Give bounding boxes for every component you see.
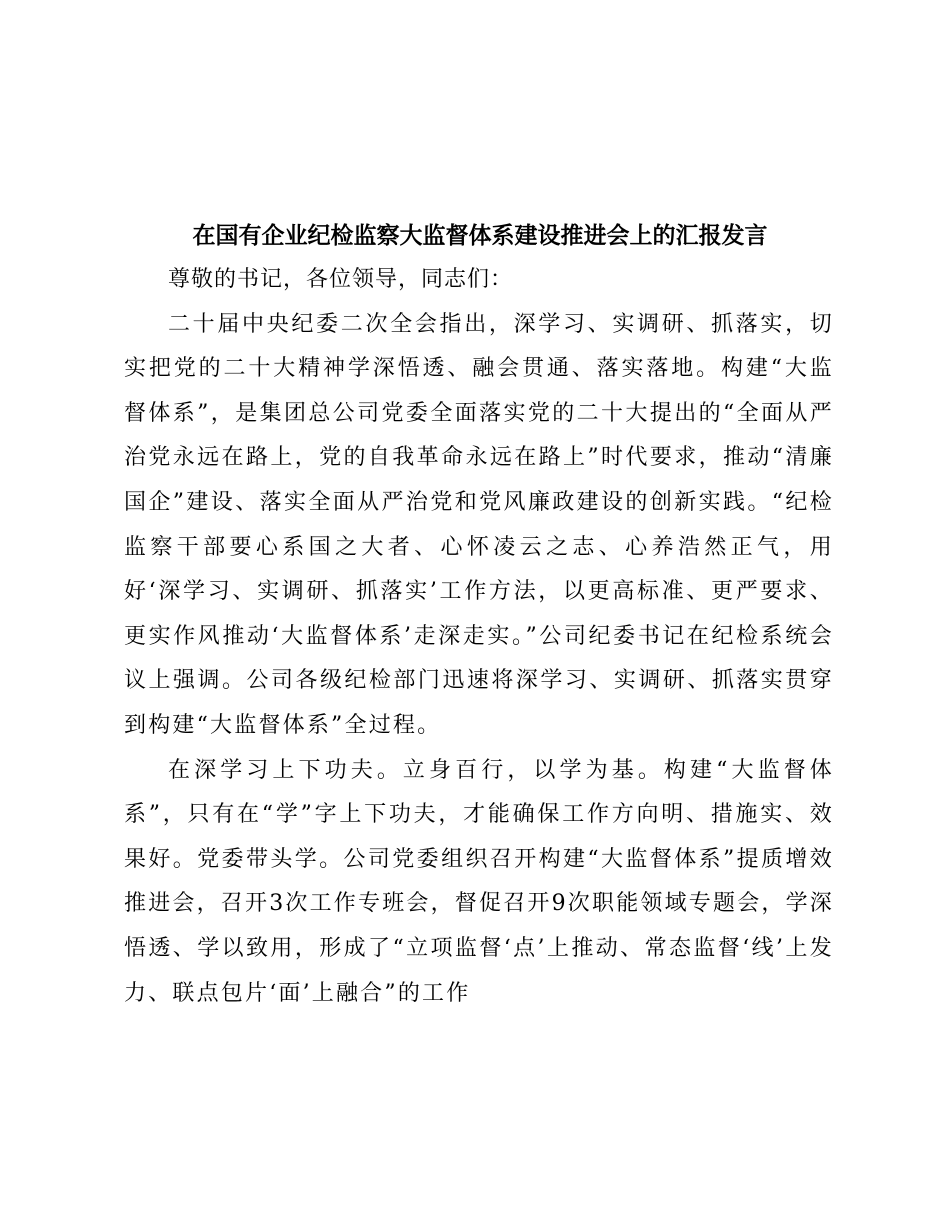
salutation: 尊敬的书记，各位领导，同志们： [168, 267, 514, 292]
paragraph-deep-study: 在深学习上下功夫。立身百行，以学为基。构建“大监督体系”，只有在“学”字上下功夫，才能确保工作方向明、措施实、效果好。党委带头学。公司党委组织召开构建“大监督体系”提质增效推进会，召开3次工作专班会，督促召开9次职能领域专题会，学深悟透、学以致用，形成了“立项监督‘点’上推动、常态监督‘线’上发力、联点包片‘面’上融合”的工作 [124, 757, 834, 1006]
paragraph-intro: 二十届中央纪委二次全会指出，深学习、实调研、抓落实，切实把党的二十大精神学深悟透、融会贯通、落实落地。构建“大监督体系”，是集团总公司党委全面落实党的二十大提出的“全面从严治党永远在路上，党的自我革命永远在路上”时代要求，推动“清廉国企”建设、落实全面从严治党和党风廉政建设的创新实践。“纪检监察干部要心系国之大者、心怀凌云之志、心养浩然正气，用好‘深学习、实调研、抓落实’工作方法，以更高标准、更严要求、更实作风推动‘大监督体系’走深走实。”公司纪委书记在纪检系统会议上强调。公司各级纪检部门迅速将深学习、实调研、抓落实贯穿到构建“大监督体系”全过程。 [124, 311, 834, 738]
document-body [124, 258, 834, 1016]
document-title: 在国有企业纪检监察大监督体系建设推进会上的汇报发言 [192, 222, 768, 249]
